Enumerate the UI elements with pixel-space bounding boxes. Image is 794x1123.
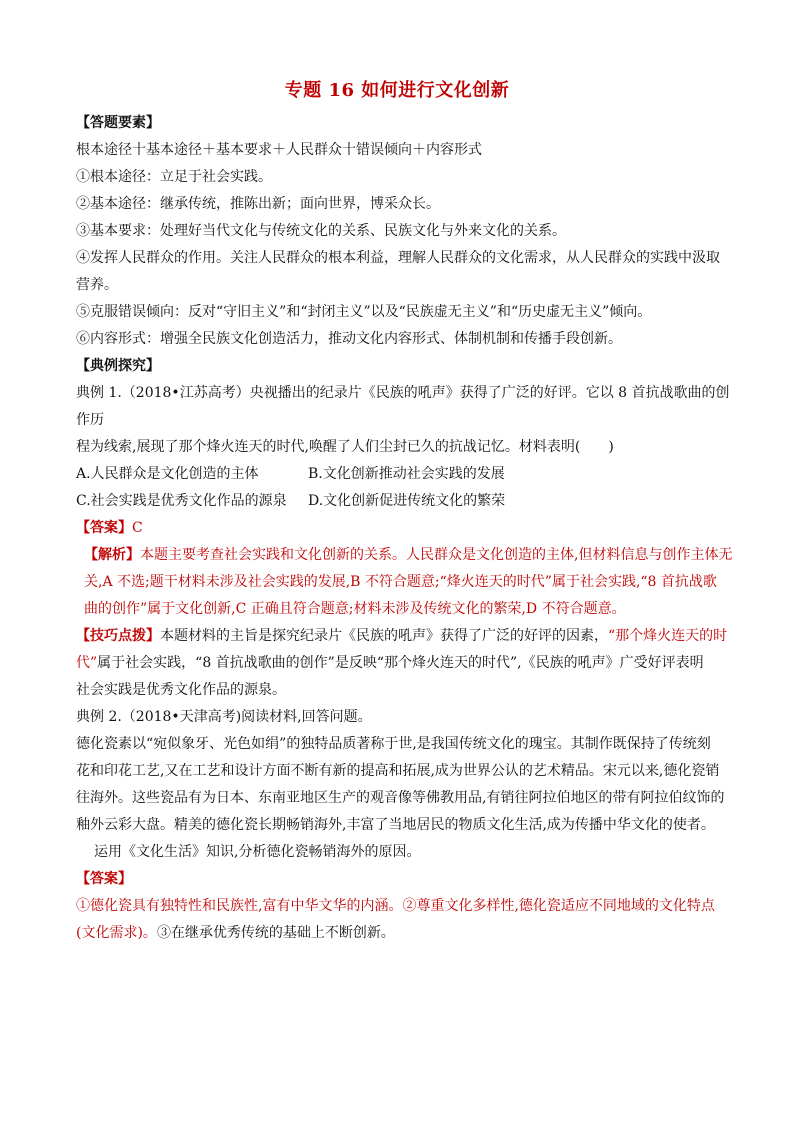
analysis-text-1: 本题主要考查社会实践和文化创新的关系。人民群众是文化创造的主体,但材料信息与创作主体无 <box>140 547 733 563</box>
tips-quote-1: “那个烽火连天的时 <box>608 628 728 644</box>
answer-2-red: (文化需求)。 <box>76 925 157 941</box>
tips-text-1: 本题材料的主旨是探究纪录片《民族的吼声》获得了广泛的好评的因素， <box>160 628 608 644</box>
element-item-3: ③基本要求：处理好当代文化与传统文化的关系、民族文化与外来文化的关系。 <box>76 223 566 239</box>
element-item-5: ⑤克服错误倾向：反对“守旧主义”和“封闭主义”以及“民族虚无主义”和“历史虚无主义”倾向。 <box>76 304 652 320</box>
analysis-line-1 <box>76 542 734 569</box>
section-header-examples: 【典例探究】 <box>76 358 160 374</box>
options-row-1 <box>76 461 734 488</box>
element-item-4: ④发挥人民群众的作用。关注人民群众的根本利益，理解人民群众的文化需求，从人民群众的实践中汲取 <box>76 250 720 266</box>
option-d: D.文化创新促进传统文化的繁荣 <box>308 493 506 509</box>
document-body <box>76 110 734 947</box>
answer-2-black: ③在继承优秀传统的基础上不断创新。 <box>156 925 395 941</box>
answer-2-line-1: ①德化瓷具有独特性和民族性,富有中华文华的内涵。②尊重文化多样性,德化瓷适应不同地域的文化特点 <box>76 898 715 914</box>
material-line-2: 花和印花工艺,又在工艺和设计方面不断有新的提高和拓展,成为世界公认的艺术精品。宋元以来,德化瓷销 <box>76 763 720 779</box>
element-item-4-cont: 营养。 <box>76 277 118 293</box>
options-row-2 <box>76 488 734 515</box>
tips-line-3: 社会实践是优秀文化作品的源泉。 <box>76 682 286 698</box>
material-line-4: 釉外云彩大盘。精美的德化瓷长期畅销海外,丰富了当地居民的物质文化生活,成为传播中华文化的使者。 <box>76 817 715 833</box>
page-title: 专题 16 如何进行文化创新 <box>284 80 510 101</box>
example-2-intro: 典例 2.（2018•天津高考)阅读材料,回答问题。 <box>76 709 372 725</box>
section-header-elements: 【答题要素】 <box>76 115 160 131</box>
tips-text-2: 属于社会实践，“8 首抗战歌曲的创作”是反映“那个烽火连天的时代”,《民族的吼声》广受好评表明 <box>97 655 704 671</box>
answer-value: C <box>132 520 143 536</box>
tips-line-2 <box>76 650 734 677</box>
example-1-line-1: 典例 1.（2018•江苏高考）央视播出的纪录片《民族的吼声》获得了广泛的好评。它以 8 首抗战歌曲的创作历 <box>76 385 730 428</box>
material-line-1: 德化瓷素以“宛似象牙、光色如绢”的独特品质著称于世,是我国传统文化的瑰宝。其制作既保持了传统刻 <box>76 736 711 752</box>
material-line-3: 往海外。这些瓷品有为日本、东南亚地区生产的观音像等佛教用品,有销往阿拉伯地区的带有阿拉伯纹饰的 <box>76 790 725 806</box>
answer-1 <box>76 515 734 542</box>
formula-line: 根本途径十基本途径＋基本要求＋人民群众十错误倾向＋内容形式 <box>76 142 482 158</box>
answer-2-line-2 <box>76 920 734 947</box>
answer-label: 【答案】 <box>76 520 132 536</box>
analysis-line-3: 曲的创作”属于文化创新,C 正确且符合题意;材料未涉及传统文化的繁荣,D 不符合题意。 <box>84 601 626 617</box>
tips-label: 【技巧点拨】 <box>76 628 160 644</box>
option-b: B.文化创新推动社会实践的发展 <box>308 466 505 482</box>
element-item-6: ⑥内容形式：增强全民族文化创造活力，推动文化内容形式、体制机制和传播手段创新。 <box>76 331 622 347</box>
example-2-question: 运用《文化生活》知识,分析德化瓷畅销海外的原因。 <box>94 844 421 860</box>
option-c: C.社会实践是优秀文化作品的源泉 <box>76 493 287 509</box>
element-item-2: ②基本途径：继承传统，推陈出新；面向世界，博采众长。 <box>76 196 440 212</box>
analysis-label: 【解析】 <box>84 547 140 563</box>
element-item-1: ①根本途径：立足于社会实践。 <box>76 169 272 185</box>
option-a: A.人民群众是文化创造的主体 <box>76 466 259 482</box>
tips-line-1 <box>76 623 734 650</box>
analysis-line-2: 关,A 不选;题干材料未涉及社会实践的发展,B 不符合题意;“烽火连天的时代”属于社会实践,“8 首抗战歌 <box>84 574 717 590</box>
example-1-line-2: 程为线索,展现了那个烽火连天的时代,唤醒了人们尘封已久的抗战记忆。材料表明( ) <box>76 439 614 455</box>
answer-2-label: 【答案】 <box>76 871 132 887</box>
tips-quote-2: 代” <box>76 655 98 671</box>
